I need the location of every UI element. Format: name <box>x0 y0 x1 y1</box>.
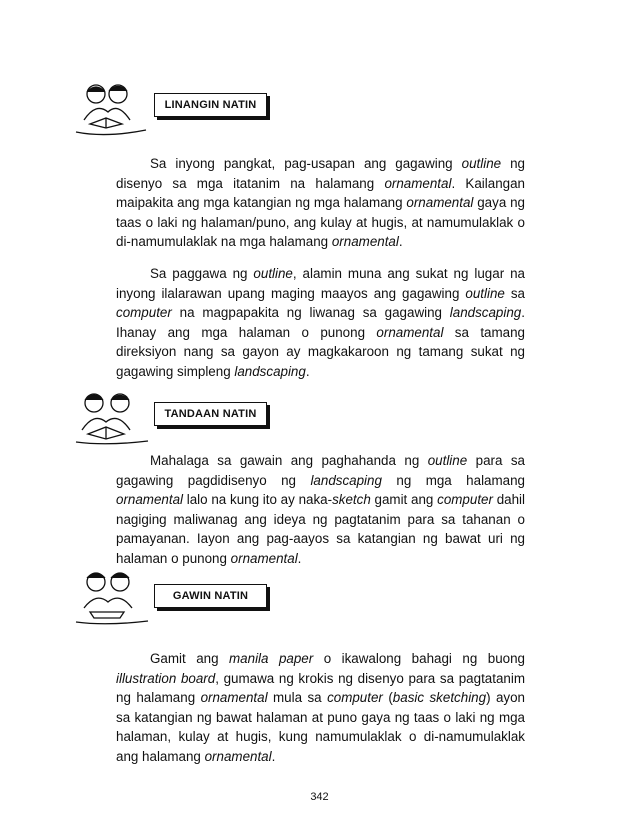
italic-term: manila paper <box>229 651 314 666</box>
italic-term: landscaping <box>310 472 382 488</box>
text-run: lalo na kung ito ay naka- <box>183 492 333 508</box>
italic-term: landscaping <box>449 305 522 321</box>
text-run: Gamit ang <box>150 651 230 666</box>
italic-term: ornamental <box>204 748 272 764</box>
italic-term: computer <box>437 492 493 508</box>
italic-term: ornamental <box>331 234 399 250</box>
italic-term: basic sketching <box>392 690 487 706</box>
text-run: o ikawalong bahagi ng buong <box>313 651 525 666</box>
italic-term: landscaping <box>234 363 306 379</box>
italic-term: outline <box>461 156 502 171</box>
italic-term: ornamental <box>116 492 183 508</box>
text-run: . <box>305 363 310 379</box>
italic-term: ornamental <box>376 324 444 340</box>
text-run: Sa paggawa ng <box>150 266 254 281</box>
text-run: gaya ng taas o laki ng halaman/puno, ang kulay at hugis, at namumulaklak o di-namumulaklak na mga halamang <box>116 195 525 250</box>
text-run: Mahalaga sa gawain ang paghahanda ng <box>150 453 428 468</box>
children-reading-illustration <box>72 80 154 138</box>
kids-icon <box>72 80 154 138</box>
italic-term: outline <box>427 453 468 468</box>
italic-term: outline <box>465 285 505 301</box>
text-run: dahil nagiging maliwanag ang ideya ng pagtatanim para sa tahanan o pamayanan. Iayon ang pag-aayos sa katangian ng bawat uri ng halaman o punong <box>116 492 525 566</box>
text-run: . <box>398 234 403 250</box>
text-run: gamit ang <box>370 492 438 508</box>
text-run: para sa gagawing pagdidisenyo ng <box>116 453 526 488</box>
text-run: mula sa <box>267 690 328 706</box>
text-run: ( <box>382 690 393 706</box>
italic-term: computer <box>327 690 383 706</box>
italic-term: ornamental <box>200 690 268 706</box>
italic-term: ornamental <box>230 550 298 566</box>
text-run: . <box>271 748 276 764</box>
paragraph <box>116 154 525 252</box>
section-heading-gawin: GAWIN NATIN <box>154 584 267 608</box>
text-run: . <box>297 550 302 566</box>
kids-icon <box>72 388 154 446</box>
page-number: 342 <box>310 791 329 803</box>
text-run: na magpapakita ng liwanag sa gagawing <box>171 305 450 321</box>
italic-term: ornamental <box>384 175 452 191</box>
text-run: sa tamang direksiyon nang sa gayon ay magkakaroon ng tamang sukat ng gagawing simpleng <box>116 324 526 379</box>
text-run: ng disenyo sa mga itatanim na halamang <box>116 156 525 191</box>
italic-term: ornamental <box>406 195 474 211</box>
italic-term: computer <box>116 305 172 321</box>
section-heading-tandaan: TANDAAN NATIN <box>154 402 267 426</box>
text-run: ) ayon sa katangian ng bawat halaman at puno gaya ng taas o laki ng mga halaman, kulay at hugis, kung namumulaklak o di-namumulaklak ang halamang <box>116 690 525 764</box>
text-run: . Kailangan maipakita ang mga katangian ng mga halamang <box>116 175 525 211</box>
text-run: , gumawa ng krokis ng disenyo para sa pagtatanim ng halamang <box>116 670 525 706</box>
children-writing-illustration <box>72 568 154 626</box>
children-studying-illustration <box>72 388 154 446</box>
italic-term: outline <box>253 266 293 281</box>
text-run: . Ihanay ang mga halaman o punong <box>116 305 525 340</box>
section-heading-linangin: LINANGIN NATIN <box>154 93 267 117</box>
text-run: Sa inyong pangkat, pag-usapan ang gagawing <box>150 156 462 171</box>
paragraph <box>116 451 525 569</box>
text-run: ng mga halamang <box>381 472 525 488</box>
italic-term: sketch <box>332 492 371 508</box>
paragraph <box>116 264 525 382</box>
italic-term: illustration board <box>116 670 216 686</box>
paragraph <box>116 649 525 767</box>
text-run: sa <box>504 285 525 301</box>
text-run: , alamin muna ang sukat ng lugar na inyong ilalarawan upang maging maayos ang gagawing <box>116 266 525 301</box>
kids-icon <box>72 568 154 626</box>
